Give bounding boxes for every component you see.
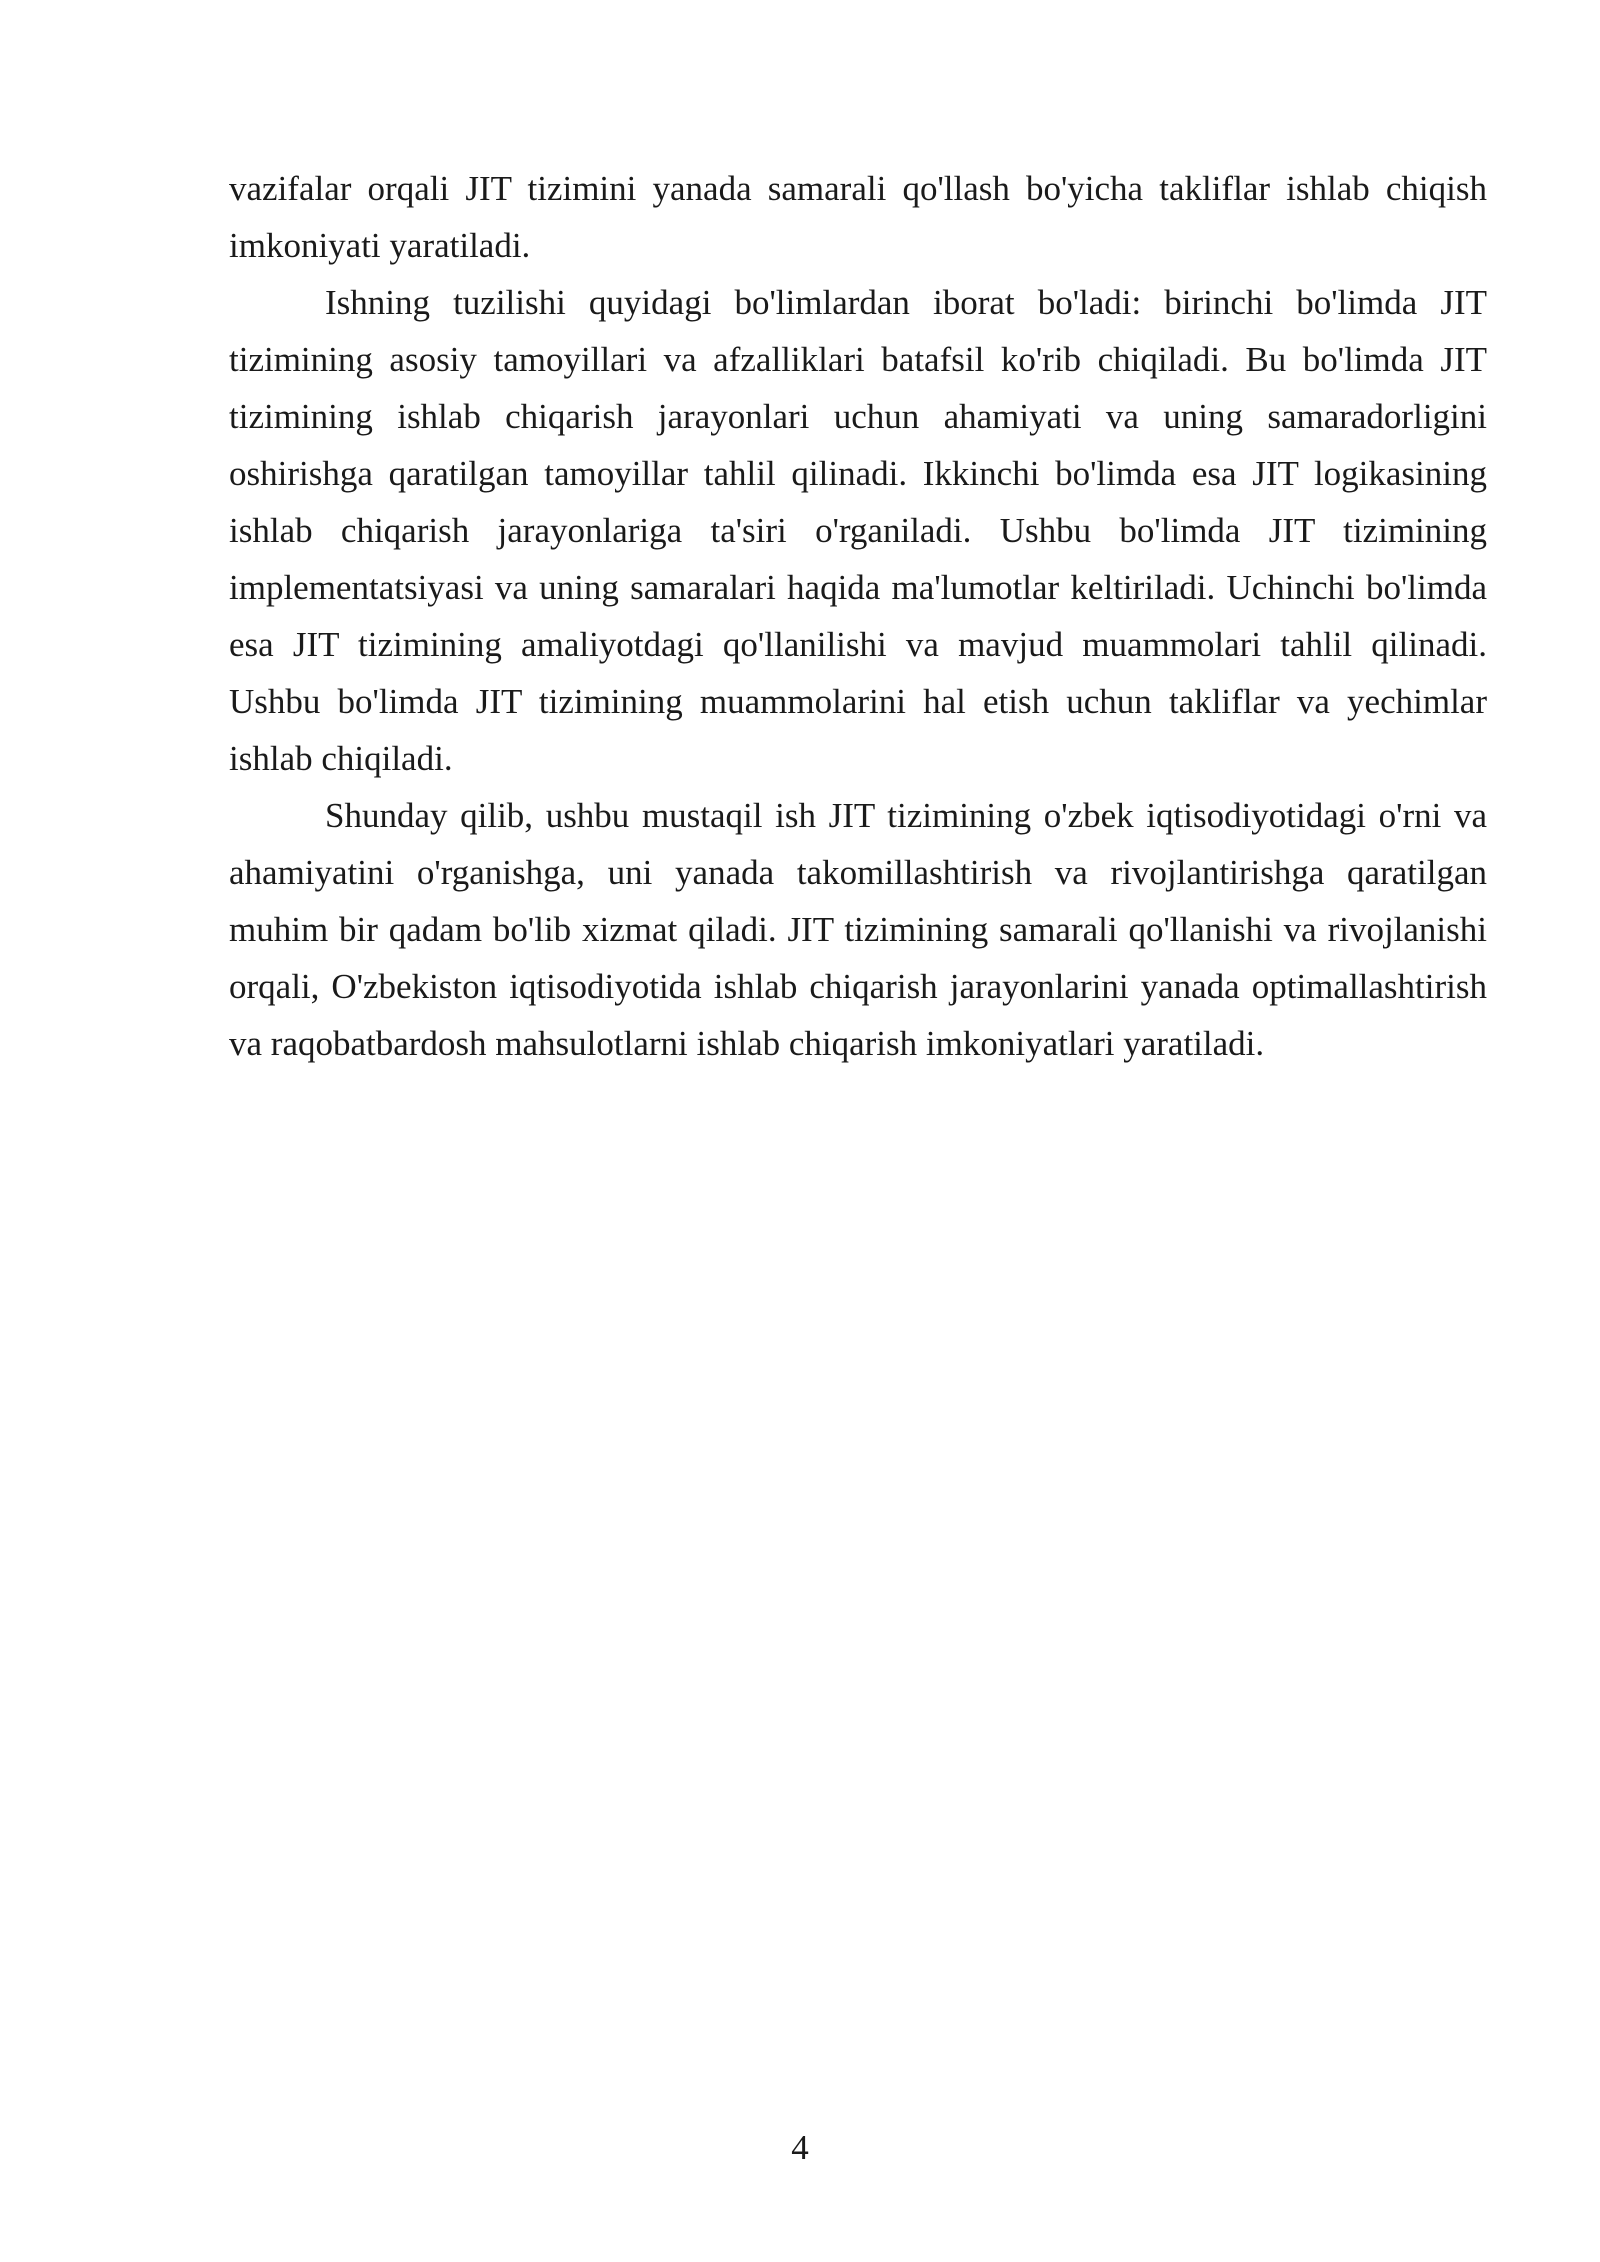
paragraph-structure: Ishning tuzilishi quyidagi bo'limlardan iborat bo'ladi: birinchi bo'limda JIT tizimining asosiy tamoyillari va afzalliklari batafsil ko'rib chiqiladi. Bu bo'limda JIT tizimining ishlab chiqarish jarayonlari uchun ahamiyati va uning samaradorligini oshirishga qaratilgan tamoyillar tahlil qilinadi. Ikkinchi bo'limda esa JIT logikasining ishlab chiqarish jarayonlariga ta'siri o'rganiladi. Ushbu bo'limda JIT tizimining implementatsiyasi va uning samaralari haqida ma'lumotlar keltiriladi. Uchinchi bo'limda esa JIT tizimining amaliyotdagi qo'llanilishi va mavjud muammolari tahlil qilinadi. Ushbu bo'limda JIT tizimining muammolarini hal etish uchun takliflar va yechimlar ishlab chiqiladi. (229, 283, 1487, 778)
paragraph-conclusion: Shunday qilib, ushbu mustaqil ish JIT tizimining o'zbek iqtisodiyotidagi o'rni va ahamiyatini o'rganishga, uni yanada takomillashtirish va rivojlantirishga qaratilgan muhim bir qadam bo'lib xizmat qiladi. JIT tizimining samarali qo'llanishi va rivojlanishi orqali, O'zbekiston iqtisodiyotida ishlab chiqarish jarayonlarini yanada optimallashtirish va raqobatbardosh mahsulotlarni ishlab chiqarish imkoniyatlari yaratiladi. (229, 796, 1487, 1063)
paragraph-continuation: vazifalar orqali JIT tizimini yanada samarali qo'llash bo'yicha takliflar ishlab chiqish imkoniyati yaratiladi. (229, 169, 1487, 265)
body-text (229, 160, 1487, 1072)
page-number: 4 (791, 2128, 809, 2167)
